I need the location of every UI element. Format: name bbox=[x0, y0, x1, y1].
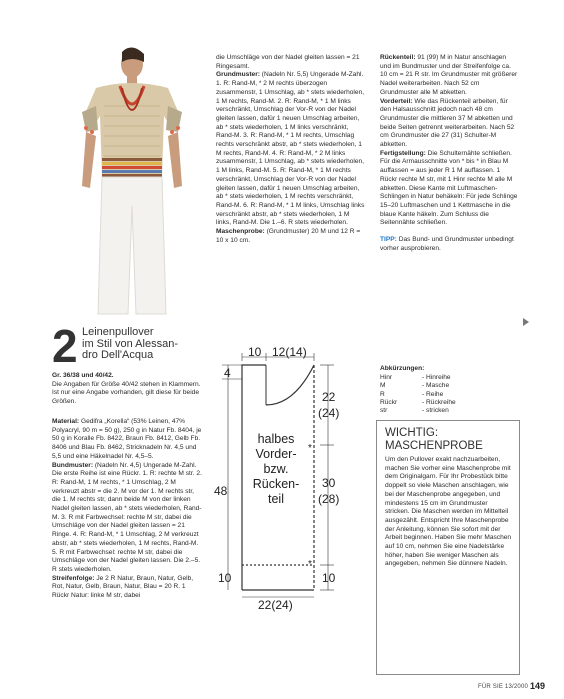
star-bottom: * bbox=[308, 559, 312, 570]
dim-bottom: 22(24) bbox=[258, 598, 293, 612]
important-box bbox=[376, 420, 520, 675]
list-item: str - stricken bbox=[380, 407, 449, 415]
maschenprobe-paragraph: Maschenprobe: (Grundmuster) 20 M und 12 R = 10 x 10 cm. bbox=[216, 228, 361, 244]
streifen-paragraph: Streifenfolge: Je 2 R Natur, Braun, Natur, Gelb, Rot, Natur, Gelb, Braun, Natur, Blau = 20 R. 1 Rückr Natur: linke M str, dabei bbox=[52, 574, 194, 600]
piece-label-4: Rücken- bbox=[252, 477, 300, 491]
pattern-number: 2 bbox=[52, 320, 78, 372]
list-item: R - Reihe bbox=[380, 390, 444, 398]
dim-right-mid2: (28) bbox=[318, 492, 340, 506]
column-2 bbox=[216, 54, 366, 245]
list-item: Hinr - Hinreihe bbox=[380, 373, 451, 381]
abbreviations bbox=[380, 365, 518, 416]
tipp-paragraph: TIPP: Das Bund- und Grundmuster unbedingt vorher ausprobieren. bbox=[380, 236, 514, 252]
piece-label-1: halbes bbox=[257, 432, 295, 446]
bundmuster-paragraph: Bundmuster: (Nadeln Nr. 4,5) Ungerade M-Zahl. Die erste Reihe ist eine Rückr. 1. R: rechte M str. 2. R: Rand-M, 1 M rechts, * 1 Umschlag, 2 M verkreuzt abstr = die 2. M vor der 1. M rechts str, die 1. M rechts str, dann beide M von der linken Nadel gleiten lassen, ab * stets wiederholen, Rand-M. 3. R mit Farbwechsel: rechte M str, dabei die Umschläge von der Nadel gleiten lassen = 21 Ringe. 4. R: Rand-M, * 1 Umschlag, 2 M verkreuzt abstr, ab * stets wiederholen, 1 M rechts, Rand-M. 5. R mit Farbwechsel: rechte M str, dabei die Umschläge von der Nadel gleiten lassen. Die 2.–5. R stets wiederholen. bbox=[52, 461, 202, 573]
dim-right-mid: 30 bbox=[322, 476, 336, 490]
shoulder-line bbox=[242, 365, 266, 379]
dim-left-small: 4 bbox=[224, 366, 231, 380]
column-1 bbox=[52, 418, 202, 601]
abbreviations-table bbox=[380, 374, 456, 416]
dim-right-top2: (24) bbox=[318, 406, 340, 420]
dim-left-total: 48 bbox=[214, 484, 228, 498]
column-3 bbox=[380, 54, 518, 253]
pattern-heading: Leinenpullover im Stil von Alessan- dro Dell'Acqua bbox=[82, 326, 178, 361]
important-body: Um den Pullover exakt nachzuarbeiten, machen Sie vorher eine Maschenprobe mit dem Originalgarn. Für Ihr Probestück bitte doppelt so viele Maschen anschlagen, wie bei der Maschenprobe angegeben, und mindestens 15 cm im Grundmuster stricken. Die Maschen werden im Mittelteil ausgezählt. Entspricht Ihre Maschenprobe der Anleitung, können Sie sofort mit der Arbeit beginnen. Haben Sie mehr Maschen auf 10 cm, nehmen Sie eine Nadelstärke höher, haben Sie weniger Maschen als angegeben, nehmen Sie dünnere Nadeln. bbox=[385, 456, 512, 568]
page-number: 149 bbox=[530, 681, 546, 691]
sweater-photo bbox=[52, 46, 208, 316]
arrow-right-icon bbox=[523, 318, 529, 326]
col2-intro: die Umschläge von der Nadel gleiten lassen = 21 Ringesamt. bbox=[216, 54, 360, 70]
vorderteil-paragraph: Vorderteil: Wie das Rückenteil arbeiten, für den Halsausschnitt jedoch nach 48 cm Grundmuster die mittleren 37 M abketten und beide Seiten getrennt weiterarbeiten. Nach 52 cm Grundmuster die 27 (31) Schulter-M abketten. bbox=[380, 97, 515, 149]
sizes-note: Die Angaben für Größe 40/42 stehen in Klammern. Ist nur eine Angabe vorhanden, gilt diese für beide Größen. bbox=[52, 380, 201, 406]
schematic-diagram bbox=[214, 345, 374, 615]
list-item: Rückr - Rückreihe bbox=[380, 398, 456, 406]
sweater-photo-icon bbox=[52, 46, 208, 316]
material-paragraph: Material: Gedifra „Korella“ (53% Leinen, 47% Polyacryl, 90 m = 50 g), 250 g in Natur Fb. 8404, je 50 g in Koralle Fb. 8422, Braun Fb. 8412, Gelb Fb. 8406 und Blau Fb. 8462, Stricknadeln Nr. 4,5 und 5,5 und eine Häkelnadel Nr. 4,5–5. bbox=[52, 418, 202, 460]
piece-label-5: teil bbox=[268, 492, 284, 506]
important-heading: WICHTIG: MASCHENPROBE bbox=[385, 427, 483, 452]
sizes-info bbox=[52, 372, 202, 407]
dim-top-right: 12(14) bbox=[272, 345, 307, 359]
piece-label-3: bzw. bbox=[263, 462, 289, 476]
rueckenteil-paragraph: Rückenteil: 91 (99) M in Natur anschlagen und im Bundmuster und der Streifenfolge ca. 10 cm = 21 R str. Im Grundmuster mit größerer Nadel weiterarbeiten. Nach 52 cm Grundmuster alle M abketten. bbox=[380, 54, 518, 96]
dim-left-bottom: 10 bbox=[218, 571, 232, 585]
sizes-text: Gr. 36/38 und 40/42. bbox=[52, 372, 114, 379]
dim-right-bottom: 10 bbox=[322, 571, 336, 585]
list-item: M - Masche bbox=[380, 382, 450, 390]
fertigstellung-paragraph: Fertigstellung: Die Schulternähte schließen. Für die Armausschnitte von * bis * in Blau M auffassen = aus jeder R 1 M auffassen. 1 Rückr rechte M str, mit 1 Hinr rechte M alle M abketten. Diese Kante mit Luftmaschen-Schlingen in Natur behäkeln: Für jede Schlinge 15–20 Luftmaschen und 1 Kettmasche in die blaue Kante häkeln. Zum Schluss die Seitennähte schließen. bbox=[380, 149, 518, 227]
star-top: * bbox=[308, 443, 312, 454]
abbreviations-title: Abkürzungen: bbox=[380, 365, 425, 372]
piece-label-2: Vorder- bbox=[255, 447, 297, 461]
magazine-issue: FÜR SIE 13/2000 bbox=[478, 684, 529, 690]
grundmuster-paragraph: Grundmuster: (Nadeln Nr. 5,5) Ungerade M-Zahl. 1. R: Rand-M, * 2 M rechts überzogen zusammenstr, 1 Umschlag, ab * stets wiederholen, 1 M rechts, Rand-M. 2. R: Rand-M, * 1 M links verschränkt, Umschlag der Vor-R von der Nadel gleiten lassen, dafür 1 neuen Umschlag arbeiten, ab * stets wiederholen, 1 M links verschränkt, Rand-M. 3. R: Rand-M, * 1 M rechts, Umschlag rechts verschränkt abstr, ab * stets wiederholen, 1 M rechts, Rand-M. 4. R: Rand-M, * 2 M links zusammenstr, 1 Umschlag, ab * stets wiederholen, 1 M links, Rand-M. 5. R: Rand-M, * 1 M rechts verschränkt, Umschlag der Vor-R von der Nadel gleiten lassen, dafür 1 neuen Umschlag arbeiten, ab * stets wiederholen, 1 M rechts verschränkt, Rand-M. 6. R: Rand-M, * 1 M links, Umschlag links verschränkt abstr, ab * stets wiederholen, 1 M links, Rand-M. Die 1.–6. R stets wiederholen. bbox=[216, 71, 365, 227]
dim-right-top: 22 bbox=[322, 390, 336, 404]
pattern-title bbox=[52, 320, 212, 373]
dim-top-left: 10 bbox=[248, 345, 262, 359]
